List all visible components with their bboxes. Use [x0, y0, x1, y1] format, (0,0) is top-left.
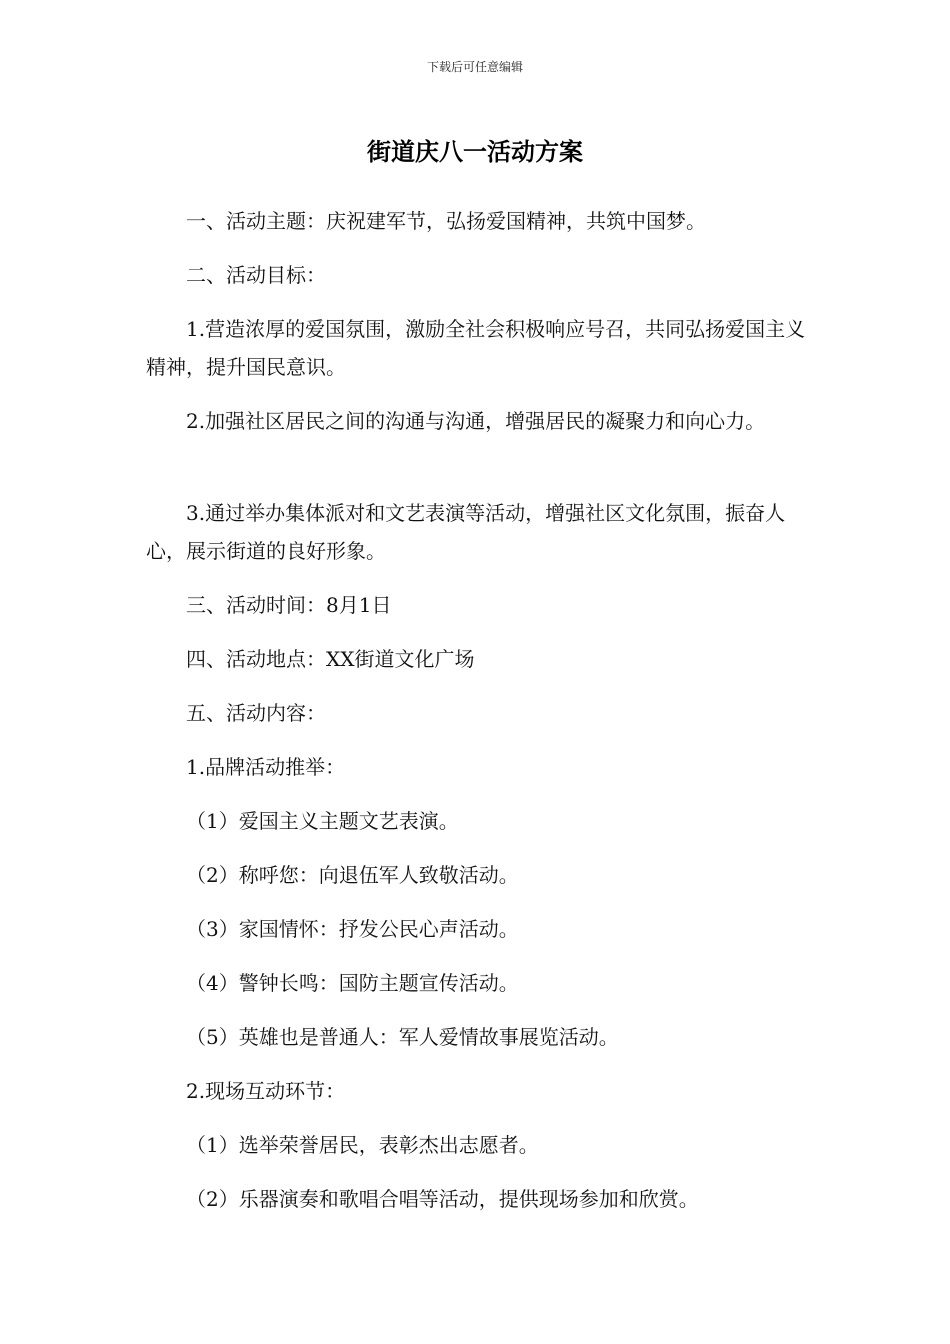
paragraph-location: 四、活动地点：XX街道文化广场 — [186, 647, 475, 671]
list-item-activity-2: （2）称呼您：向退伍军人致敬活动。 — [186, 863, 519, 887]
list-item-interaction-1: （1）选举荣誉居民，表彰杰出志愿者。 — [186, 1133, 539, 1157]
list-item-activity-5: （5）英雄也是普通人：军人爱情故事展览活动。 — [186, 1025, 619, 1049]
list-item-interaction-2: （2）乐器演奏和歌唱合唱等活动，提供现场参加和欣赏。 — [186, 1187, 699, 1211]
paragraph-time: 三、活动时间：8月1日 — [186, 593, 392, 617]
paragraph-content-heading: 五、活动内容： — [186, 701, 326, 725]
paragraph-goals-heading: 二、活动目标： — [186, 263, 326, 287]
paragraph-goal-3: 3.通过举办集体派对和文艺表演等活动，增强社区文化氛围，振奋人心，展示街道的良好形象。 — [146, 501, 786, 563]
list-item-activity-1: （1）爱国主义主题文艺表演。 — [186, 809, 459, 833]
header-note: 下载后可任意编辑 — [426, 60, 523, 74]
paragraph-goal-2: 2.加强社区居民之间的沟通与沟通，增强居民的凝聚力和向心力。 — [186, 409, 766, 433]
paragraph-theme: 一、活动主题：庆祝建军节，弘扬爱国精神，共筑中国梦。 — [186, 209, 706, 233]
paragraph-interaction-heading: 2.现场互动环节： — [186, 1079, 346, 1103]
list-item-activity-3: （3）家国情怀：抒发公民心声活动。 — [186, 917, 519, 941]
document-title: 街道庆八一活动方案 — [367, 138, 583, 166]
list-item-activity-4: （4）警钟长鸣：国防主题宣传活动。 — [186, 971, 519, 995]
paragraph-brand-activities: 1.品牌活动推举： — [186, 755, 346, 779]
paragraph-goal-1: 1.营造浓厚的爱国氛围，激励全社会积极响应号召，共同弘扬爱国主义精神，提升国民意识。 — [146, 317, 806, 379]
